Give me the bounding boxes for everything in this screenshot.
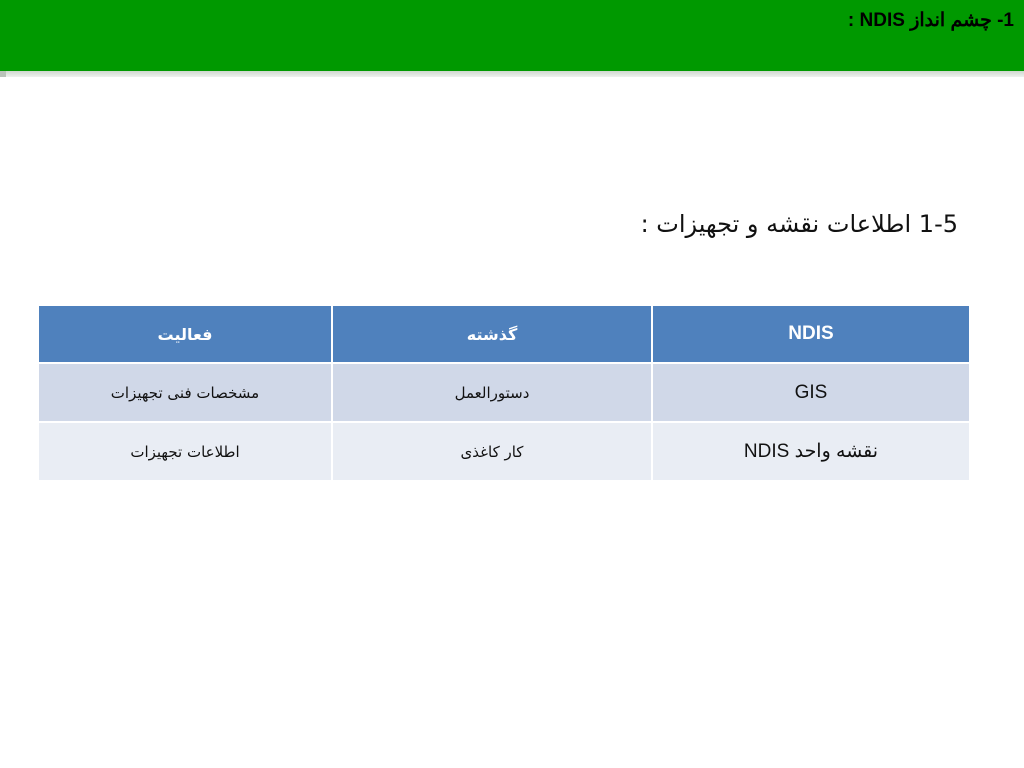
title-bar — [0, 0, 1024, 71]
header-past: گذشته — [332, 305, 652, 363]
cell-ndis: GIS — [652, 363, 970, 422]
cell-past: کار کاغذی — [332, 422, 652, 481]
title-bar-shadow-corner — [0, 71, 6, 77]
title-bar-shadow — [0, 71, 1024, 77]
cell-activity: اطلاعات تجهیزات — [38, 422, 332, 481]
cell-activity: مشخصات فنی تجهیزات — [38, 363, 332, 422]
cell-ndis: نقشه واحد NDIS — [652, 422, 970, 481]
info-table — [37, 304, 971, 482]
cell-past: دستورالعمل — [332, 363, 652, 422]
slide-title: 1- چشم انداز NDIS : — [847, 10, 1014, 31]
table-header — [38, 305, 970, 363]
table-header-row — [38, 305, 970, 363]
header-ndis: NDIS — [652, 305, 970, 363]
table-row — [38, 363, 970, 422]
table-row — [38, 422, 970, 481]
table-body — [38, 363, 970, 481]
section-heading: 1-5 اطلاعات نقشه و تجهیزات : — [640, 210, 958, 238]
header-activity: فعالیت — [38, 305, 332, 363]
